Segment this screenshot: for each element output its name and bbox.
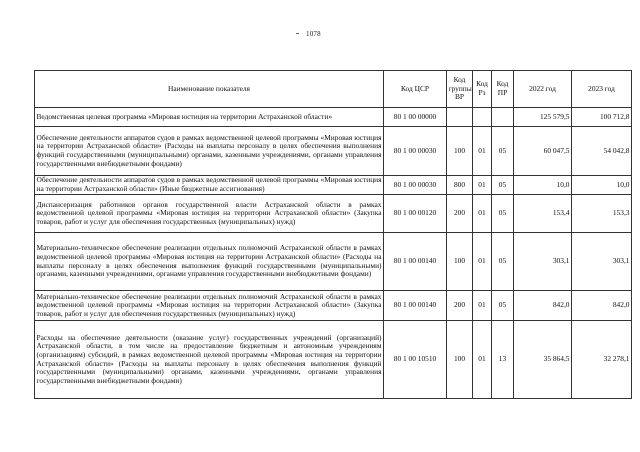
- row-pr: [492, 108, 514, 127]
- row-rz: 01: [473, 321, 492, 399]
- row-csr: 80 1 00 00140: [384, 233, 447, 291]
- table-row: [35, 195, 632, 233]
- row-pr: 05: [492, 291, 514, 321]
- row-rz: 01: [473, 127, 492, 176]
- row-name: Обеспечение деятельности аппаратов судов в рамках ведомственной целевой программы «Мировая юстиция на территории Астраханской области» (Иные бюджетные ассигнования): [36, 175, 382, 193]
- row-vr: 800: [447, 176, 473, 195]
- row-2022: 10,0: [514, 176, 572, 195]
- row-2022: 303,1: [514, 233, 572, 291]
- table-row: [35, 321, 632, 399]
- budget-table: [34, 70, 632, 399]
- row-2023: 54 042,8: [572, 127, 632, 176]
- table-row: [35, 176, 632, 195]
- row-rz: 01: [473, 233, 492, 291]
- header-2022: 2022 год: [514, 71, 572, 108]
- table-header-row: [35, 71, 632, 108]
- row-rz: [473, 108, 492, 127]
- row-2023: 100 712,8: [572, 108, 632, 127]
- row-pr: 13: [492, 321, 514, 399]
- row-vr: 200: [447, 291, 473, 321]
- row-vr: 100: [447, 127, 473, 176]
- row-2022: 35 864,5: [514, 321, 572, 399]
- row-vr: [447, 108, 473, 127]
- row-rz: 01: [473, 176, 492, 195]
- row-name: Материально-техническое обеспечение реализации отдельных полномочий Астраханской области в рамках ведомственной целевой программы «Мировая юстиция на территории Астраханской области» (Закупка товаров, работ и услуг для обеспечения государственных (муниципальных) нужд): [35, 291, 384, 321]
- row-rz: 01: [473, 291, 492, 321]
- header-vr: Код группы ВР: [447, 71, 473, 108]
- row-2023: 303,1: [572, 233, 632, 291]
- row-pr: 05: [492, 195, 514, 233]
- row-2023: 153,3: [572, 195, 632, 233]
- header-name: Наименование показателя: [35, 71, 384, 108]
- row-2022: 60 047,5: [514, 127, 572, 176]
- row-csr: 80 1 00 00000: [384, 108, 447, 127]
- header-2023: 2023 год: [572, 71, 632, 108]
- header-csr: Код ЦСР: [384, 71, 447, 108]
- row-2022: 125 579,5: [514, 108, 572, 127]
- table-row: [35, 233, 632, 291]
- row-name: Расходы на обеспечение деятельности (оказание услуг) государственных учреждений (организаций) Астраханской области, в том числе на предоставление бюджетным и автономным учреждениям (организациям) субсидий, в рамках ведомственной целевой программы «Мировая юстиция на территории Астраханской области» (Расходы на выплаты персоналу в целях обеспечения выполнения функций государственными (муниципальными) органами, казенными учреждениями, органами управления государственными внебюджетными фондами): [35, 321, 384, 399]
- table-row: [35, 291, 632, 321]
- row-2023: 10,0: [572, 176, 632, 195]
- row-vr: 200: [447, 195, 473, 233]
- header-rz: Код Рз: [473, 71, 492, 108]
- row-csr: 80 1 00 00030: [384, 127, 447, 176]
- row-name: Ведомственная целевая программа «Мировая юстиция на территории Астраханской области»: [35, 108, 384, 127]
- row-name: Диспансеризация работников органов государственной власти Астраханской области в рамках ведомственной целевой программы «Мировая юстиция на территории Астраханской области» (Закупка товаров, работ и услуг для обеспечения государственных (муниципальных) нужд): [35, 195, 384, 233]
- row-vr: 100: [447, 321, 473, 399]
- row-pr: 05: [492, 233, 514, 291]
- table-row: [35, 108, 632, 127]
- row-2022: 842,0: [514, 291, 572, 321]
- row-csr: 80 1 00 10510: [384, 321, 447, 399]
- row-pr: 05: [492, 127, 514, 176]
- row-name: Обеспечение деятельности аппаратов судов в рамках ведомственной целевой программы «Мировая юстиция на территории Астраханской области» (Расходы на выплаты персоналу в целях обеспечения выполнения функций государственными (муниципальными) органами, казенными учреждениями, органами управления государственными внебюджетными фондами): [35, 127, 384, 176]
- table-row: [35, 127, 632, 176]
- header-pr: Код ПР: [492, 71, 514, 108]
- row-2023: 32 278,1: [572, 321, 632, 399]
- row-pr: 05: [492, 176, 514, 195]
- page-number: 1078: [306, 30, 321, 38]
- row-2022: 153,4: [514, 195, 572, 233]
- row-2023: 842,0: [572, 291, 632, 321]
- row-rz: 01: [473, 195, 492, 233]
- row-csr: 80 1 00 00140: [384, 291, 447, 321]
- row-vr: 100: [447, 233, 473, 291]
- row-name: Материально-техническое обеспечение реализации отдельных полномочий Астраханской области в рамках ведомственной целевой программы «Мировая юстиция на территории Астраханской области» (Расходы на выплаты персоналу в целях обеспечения выполнения функций государственными (муниципальными) органами, казенными учреждениями, органами управления государственными внебюджетными фондами): [35, 233, 384, 291]
- row-csr: 80 1 00 00030: [384, 176, 447, 195]
- row-csr: 80 1 00 00120: [384, 195, 447, 233]
